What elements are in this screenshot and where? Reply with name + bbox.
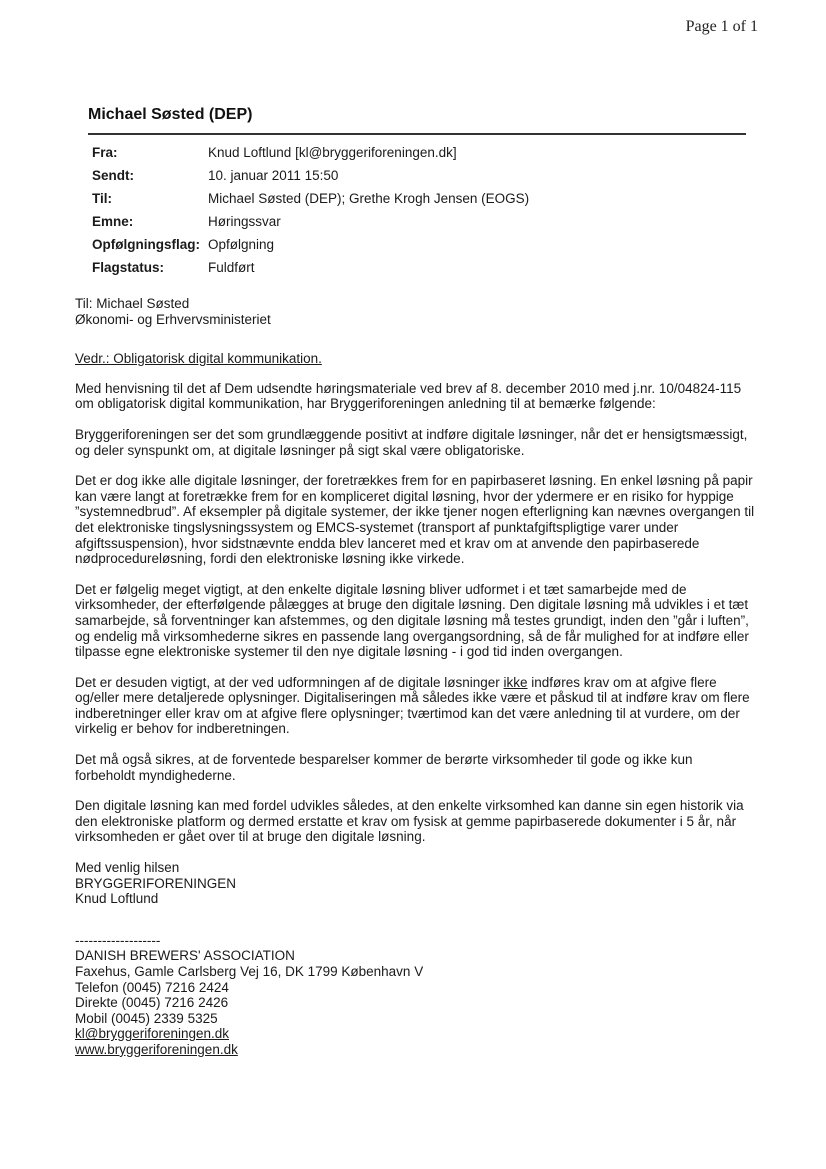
- field-from: [92, 145, 529, 168]
- letter-body: [75, 296, 755, 1058]
- paragraph: Den digitale løsning kan med fordel udvikles således, at den enkelte virksomhed kan danne sin egen historik via den elektroniske platform og dermed erstatte et krav om fysisk at gemme papirbaserede dokumenter i 5 år, når virksomheden er gået over til at bruge den digitale løsning.: [75, 798, 744, 845]
- field-value: 10. januar 2011 15:50: [208, 168, 339, 183]
- field-label: Fra:: [92, 145, 118, 160]
- paragraph-text: indføres krav om at afgive flere og/eller mere detaljerede oplysninger. Digitaliseringen må således ikke være et påskud til at indføre krav om flere indberetninger eller krav om at afgive flere oplysninger; tværtimod kan det være anledning til at vurdere, om der virkelig er behov for indberetningen.: [75, 674, 750, 737]
- field-value: Michael Søsted (DEP); Grethe Krogh Jensen (EOGS): [208, 191, 530, 206]
- paragraph: [75, 675, 755, 737]
- email-link[interactable]: kl@bryggeriforeningen.dk: [75, 1026, 230, 1042]
- contact-footer: [75, 933, 755, 1058]
- recipient-organisation: Økonomi- og Erhvervsministeriet: [75, 311, 271, 327]
- field-label: Opfølgningsflag:: [92, 237, 200, 252]
- paragraph: Det er følgelig meget vigtigt, at den enkelte digitale løsning bliver udformet i et tæt samarbejde med de virksomheder, der efterfølgende pålægges at bruge den digitale løsning. Den digitale løsning må udvikles i et tæt samarbejde, så forventninger kan afstemmes, og den digitale løsning må testes grundigt, inden den ”går i luften”, og endelig må virksomhederne sikres en passende lang overgangsordning, så de får mulighed for at indføre eller tilpasse egne elektroniske systemer til den nye digitale løsning - i god tid inden overgangen.: [75, 581, 749, 660]
- field-label: Sendt:: [92, 168, 134, 183]
- signature-name: Knud Loftlund: [75, 891, 159, 907]
- paragraph-text: Det er desuden vigtigt, at der ved udformningen af de digitale løsninger: [75, 674, 504, 690]
- closing: Med venlig hilsen: [75, 860, 180, 876]
- page-number: Page 1 of 1: [685, 18, 758, 35]
- footer-org-name: DANISH BREWERS' ASSOCIATION: [75, 948, 295, 964]
- paragraph: Det må også sikres, at de forventede besparelser kommer de berørte virksomheder til gode og ikke kun forbeholdt myndighederne.: [75, 752, 693, 783]
- field-value: Høringssvar: [208, 214, 281, 229]
- header-divider: [88, 133, 746, 135]
- field-to: [92, 191, 529, 214]
- field-value: Knud Loftlund [kl@bryggeriforeningen.dk]: [208, 145, 457, 160]
- footer-separator: -------------------: [75, 932, 161, 948]
- field-followup-flag: [92, 237, 529, 260]
- footer-mobile: Mobil (0045) 2339 5325: [75, 1010, 218, 1026]
- field-label: Emne:: [92, 214, 134, 229]
- field-value: Opfølgning: [208, 237, 275, 252]
- field-label: Til:: [92, 191, 112, 206]
- footer-direct: Direkte (0045) 7216 2426: [75, 995, 229, 1011]
- signature-organisation: BRYGGERIFORENINGEN: [75, 875, 237, 891]
- field-flag-status: [92, 260, 529, 283]
- sender-name: Michael Søsted (DEP): [88, 106, 253, 123]
- recipient-name: Til: Michael Søsted: [75, 296, 190, 311]
- footer-phone: Telefon (0045) 7216 2424: [75, 979, 229, 995]
- paragraph: Med henvisning til det af Dem udsendte høringsmateriale ved brev af 8. december 2010 med j.nr. 10/04824-115 om obligatorisk digital kommunikation, har Bryggeriforeningen anledning til at bemærke følgende:: [75, 380, 742, 412]
- field-sent: [92, 168, 529, 191]
- email-header-fields: [92, 145, 529, 283]
- field-subject: [92, 214, 529, 237]
- footer-address: Faxehus, Gamle Carlsberg Vej 16, DK 1799 København V: [75, 964, 424, 979]
- field-label: Flagstatus:: [92, 260, 165, 275]
- letter-subject: Vedr.: Obligatorisk digital kommunikation.: [75, 351, 322, 367]
- field-value: Fuldført: [208, 260, 255, 275]
- emphasis-underlined: ikke: [503, 674, 528, 690]
- signature-block: [75, 860, 755, 907]
- paragraph: Det er dog ikke alle digitale løsninger, der foretrækkes frem for en papirbaseret løsning. En enkel løsning på papir kan være langt at foretrække frem for en kompliceret digital løsning, hvor der ydermere er en risiko for hyppige ”systemnedbrud”. Af eksempler på digitale systemer, der ikke tjener nogen efterligning kan nævnes overgangen til det elektroniske tingslysningssystem og EMCS-systemet (transport af punktafgiftspligtige varer under afgiftssuspension), hvor sidstnævnte endda blev lanceret med et krav om at anvende den papirbaserede nødprocedureløsning, fordi den elektroniske løsning ikke virkede.: [75, 473, 755, 567]
- paragraph: Bryggeriforeningen ser det som grundlæggende positivt at indføre digitale løsninger, når det er hensigtsmæssigt, og deler synspunkt om, at digitale løsninger på sigt skal være obligatoriske.: [75, 426, 748, 458]
- letter-recipient: [75, 296, 755, 327]
- website-link[interactable]: www.bryggeriforeningen.dk: [75, 1041, 238, 1057]
